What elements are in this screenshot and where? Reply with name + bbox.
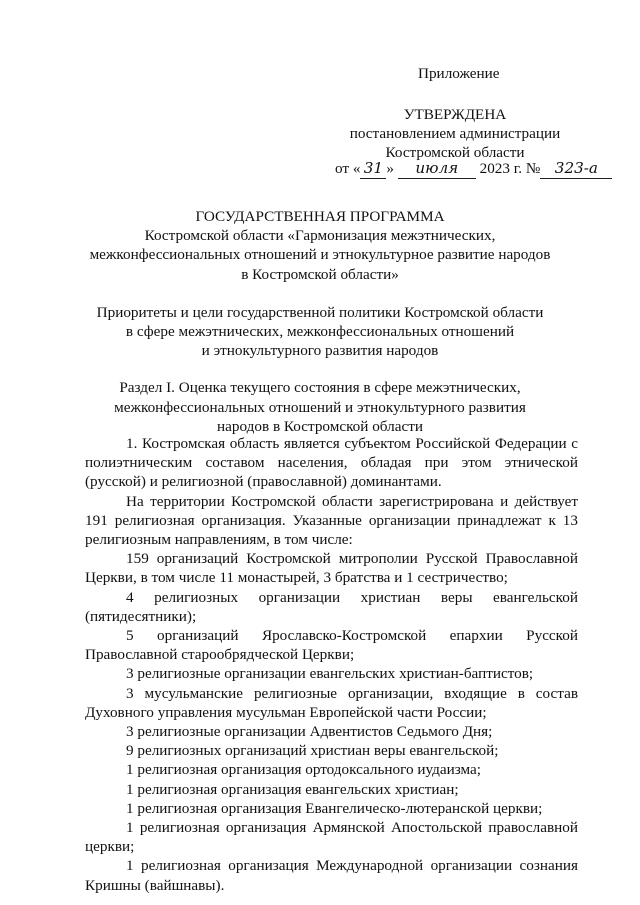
section-heading-2: межконфессиональных отношений и этнокультурного развития xyxy=(114,398,526,416)
date-month: июля xyxy=(398,159,476,179)
paragraph: 1 религиозная организация Евангелическо-лютеранской церкви; xyxy=(126,799,543,817)
date-day: 31 xyxy=(360,159,386,179)
doc-number: 323-а xyxy=(540,159,612,179)
priorities-heading-2: в сфере межэтнических, межконфессиональных отношений xyxy=(125,323,515,341)
program-subtitle-2: межконфессиональных отношений и этнокультурное развитие народов xyxy=(89,246,551,264)
paragraph: 5 организаций Ярославско-Костромской епархии Русской Православной старообрядческой Церкви; xyxy=(85,627,578,664)
approval-resolution: постановлением администрации xyxy=(349,125,561,143)
date-prefix: от « xyxy=(335,160,361,177)
title-block xyxy=(60,207,580,436)
program-subtitle-3: в Костромской области» xyxy=(241,265,399,283)
paragraph: 9 религиозных организаций христиан веры евангельской; xyxy=(126,742,499,760)
paragraph: 1 религиозная организация Международной организации сознания Кришны (вайшнавы). xyxy=(85,857,578,894)
appendix-label: Приложение xyxy=(418,65,500,82)
paragraph: 1 религиозная организация ортодоксального иудаизма; xyxy=(126,761,482,779)
date-year: 2023 г. № xyxy=(479,160,541,177)
paragraph: 4 религиозных организации христиан веры евангельской (пятидесятники); xyxy=(85,588,578,625)
paragraph: 1 религиозная организация Армянской Апостольской православной церкви; xyxy=(85,819,578,856)
date-number-line xyxy=(335,159,612,179)
paragraph: 3 мусульманские религиозные организации, входящие в состав Духовного управления мусульман Европейской части России; xyxy=(85,684,578,721)
priorities-heading-1: Приоритеты и цели государственной политики Костромской области xyxy=(96,303,544,321)
paragraph: 1. Костромская область является субъектом Российской Федерации с полиэтническим составом населения, обладая при этом этнической (русской) и религиозной (православной) доминантами. xyxy=(85,435,578,491)
approval-region: Костромской области xyxy=(385,144,525,162)
program-title: ГОСУДАРСТВЕННАЯ ПРОГРАММА xyxy=(195,208,445,225)
priorities-heading-3: и этнокультурного развития народов xyxy=(201,342,439,360)
program-subtitle-1: Костромской области «Гармонизация межэтнических, xyxy=(144,227,496,245)
paragraph: 3 религиозные организации Адвентистов Седьмого Дня; xyxy=(126,723,493,741)
approval-block xyxy=(330,105,580,163)
paragraph: 159 организаций Костромской митрополии Русской Православной Церкви, в том числе 11 монастырей, 3 братства и 1 сестричество; xyxy=(85,550,578,587)
paragraph: На территории Костромской области зарегистрирована и действует 191 религиозная организация. Указанные организации принадлежат к 13 религиозным направлениям, в том числе: xyxy=(85,492,578,549)
section-heading-1: Раздел I. Оценка текущего состояния в сфере межэтнических, xyxy=(119,379,521,397)
paragraph: 3 религиозные организации евангельских христиан-баптистов; xyxy=(126,665,534,683)
approved-heading: УТВЕРЖДЕНА xyxy=(403,106,507,123)
body-text xyxy=(85,434,578,895)
section-heading-3: народов в Костромской области xyxy=(217,417,423,435)
date-mid: » xyxy=(386,160,395,177)
paragraph: 1 религиозная организация евангельских христиан; xyxy=(126,780,459,798)
